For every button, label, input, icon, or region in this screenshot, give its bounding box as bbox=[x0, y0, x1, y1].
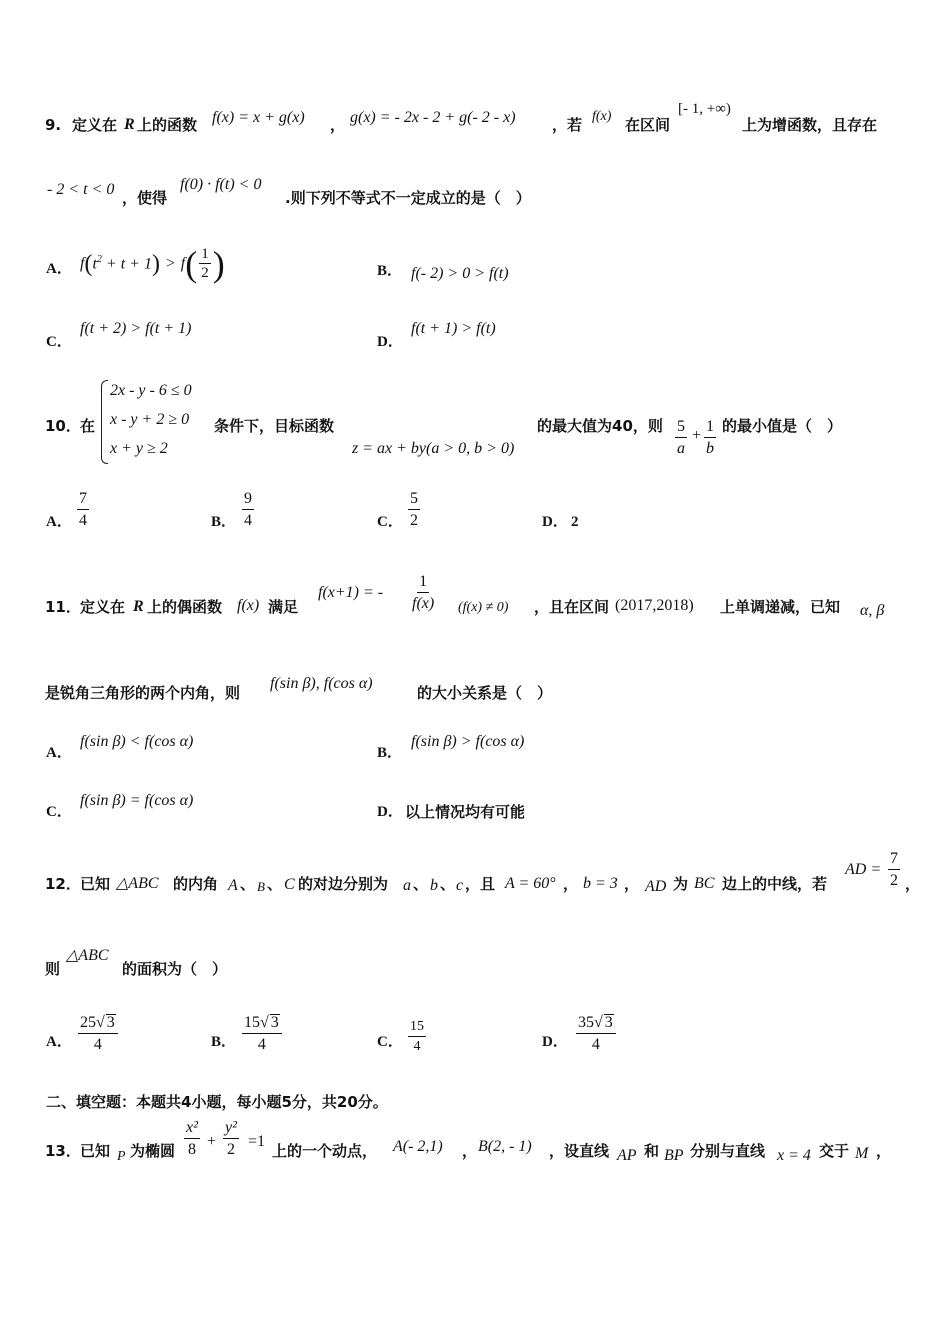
q10-frac-5-a: $\frac{5}{a}$ bbox=[677, 418, 685, 457]
q13-point-b: B(2, - 1) bbox=[478, 1138, 532, 1155]
q9-R: R bbox=[124, 116, 135, 133]
q9-text-4: 在区间 bbox=[625, 116, 671, 134]
q12-ad-eq: AD = bbox=[845, 861, 882, 878]
q12-sep-3: 、 bbox=[413, 875, 429, 893]
q13-comma-2: ， bbox=[876, 1142, 892, 1160]
q12-option-a-frac[interactable]: $\frac{25√ 3}{4}$ bbox=[78, 1014, 118, 1053]
q9-option-c-label[interactable]: C． bbox=[46, 334, 72, 350]
q9-text-6: ，使得 bbox=[122, 189, 168, 207]
q11-text-3: 满足 bbox=[268, 598, 299, 616]
q13-AP: AP bbox=[617, 1147, 637, 1164]
q11-text-2: 上的偶函数 bbox=[147, 598, 223, 616]
q9-option-c-expr[interactable]: f(t + 2) > f(t + 1) bbox=[80, 320, 192, 337]
q12-BC: BC bbox=[694, 875, 715, 892]
q11-relation-frac: $\frac{1}{f(x)}$ bbox=[412, 573, 435, 612]
q9-text-7: .则下列不等式不一定成立的是（ ） bbox=[285, 189, 531, 207]
q12-text-1: 已知 bbox=[80, 875, 111, 893]
q11-number: 11． bbox=[45, 598, 81, 616]
q11-text-1: 定义在 bbox=[80, 598, 126, 616]
q12-option-b-frac[interactable]: $\frac{15√ 3}{4}$ bbox=[242, 1014, 282, 1053]
q9-option-a-label[interactable]: A． bbox=[46, 261, 72, 277]
q10-option-a-label[interactable]: A． bbox=[46, 514, 72, 530]
q9-condition: - 2 < t < 0 bbox=[47, 181, 115, 198]
q10-objective: z = ax + by(a > 0, b > 0) bbox=[352, 440, 515, 457]
q13-line: x = 4 bbox=[777, 1147, 811, 1164]
q9-f-def: f(x) = x + g(x) bbox=[212, 109, 305, 126]
q13-text-6: 分别与直线 bbox=[690, 1142, 766, 1160]
q11-relation-left: f(x+1) = - bbox=[318, 584, 384, 601]
q13-M: M bbox=[855, 1145, 869, 1162]
q12-b-value: b = 3 bbox=[583, 875, 618, 892]
q10-option-c-frac[interactable]: $\frac{5}{2}$ bbox=[410, 490, 418, 529]
q9-text-5: 上为增函数，且存在 bbox=[742, 116, 878, 134]
q12-ad-frac: $\frac{7}{2}$ bbox=[890, 850, 898, 889]
q13-plus: + bbox=[207, 1133, 217, 1150]
q12-option-c-frac[interactable]: $\frac{15}{4}$ bbox=[410, 1019, 424, 1054]
q9-option-b-expr[interactable]: f(- 2) > 0 > f(t) bbox=[411, 265, 509, 282]
q9-option-d-label[interactable]: D． bbox=[377, 334, 403, 350]
q11-option-c-expr[interactable]: f(sin β) = f(cos α) bbox=[80, 792, 194, 809]
q12-comma-2: ， bbox=[624, 875, 640, 893]
q10-number: 10． bbox=[45, 417, 81, 435]
q11-option-a-label[interactable]: A． bbox=[46, 745, 72, 761]
q13-text-7: 交于 bbox=[819, 1142, 850, 1160]
q10-text-4: 的最小值是（ ） bbox=[722, 417, 843, 435]
q11-fx: f(x) bbox=[237, 597, 260, 614]
q13-P: P bbox=[117, 1149, 126, 1164]
q13-ellipse-x-frac: $\frac{\text{x²}}{8}$ bbox=[186, 1119, 198, 1158]
q12-option-d-frac[interactable]: $\frac{35√ 3}{4}$ bbox=[576, 1014, 616, 1053]
q11-pair: f(sin β), f(cos α) bbox=[270, 675, 373, 692]
q12-B: B bbox=[257, 879, 265, 894]
q12-option-d-label[interactable]: D． bbox=[542, 1034, 568, 1050]
q10-option-d-value[interactable]: 2 bbox=[571, 514, 579, 530]
q13-text-2: 为椭圆 bbox=[130, 1142, 176, 1160]
q11-text-4: ，且在区间 bbox=[534, 598, 610, 616]
q13-ellipse-y-frac: $\frac{\text{y²}}{2}$ bbox=[225, 1119, 237, 1158]
q13-comma-1: ， bbox=[462, 1142, 478, 1160]
q12-sep-1: 、 bbox=[240, 875, 256, 893]
q12-comma-1: ， bbox=[563, 875, 579, 893]
q12-text-8: 的面积为（ ） bbox=[122, 960, 228, 978]
q13-text-1: 已知 bbox=[80, 1142, 111, 1160]
q11-text-5: 上单调递减，已知 bbox=[720, 598, 841, 616]
q10-option-c-label[interactable]: C． bbox=[377, 514, 403, 530]
q9-product: f(0) · f(t) < 0 bbox=[180, 176, 262, 193]
q11-option-d-label[interactable]: D． bbox=[377, 804, 403, 820]
q10-constraint-1: 2x - y - 6 ≤ 0 bbox=[110, 382, 192, 399]
q10-constraint-3: x + y ≥ 2 bbox=[110, 440, 168, 457]
q9-option-a-expr[interactable]: f ( $t^2 + t + 1$ ) > f ( 1 2 ) bbox=[80, 244, 225, 284]
q9-g-def: g(x) = - 2x - 2 + g(- 2 - x) bbox=[350, 109, 516, 126]
q10-system-brace bbox=[101, 380, 108, 464]
q12-c: c bbox=[456, 877, 464, 894]
q11-text-6: 是锐角三角形的两个内角，则 bbox=[45, 684, 241, 702]
q12-text-4: ，且 bbox=[465, 875, 496, 893]
q10-frac-1-b: $\frac{1}{b}$ bbox=[706, 418, 714, 457]
q12-AD: AD bbox=[645, 878, 667, 895]
q11-text-7: 的大小关系是（ ） bbox=[417, 684, 553, 702]
q9-number: 9. bbox=[45, 116, 62, 134]
q11-option-c-label[interactable]: C． bbox=[46, 804, 72, 820]
q10-option-d-label[interactable]: D． bbox=[542, 514, 568, 530]
q12-text-7: 则 bbox=[45, 960, 61, 978]
q12-option-c-label[interactable]: C． bbox=[377, 1034, 403, 1050]
q11-option-d-text[interactable]: 以上情况均有可能 bbox=[405, 803, 526, 821]
q12-number: 12． bbox=[45, 875, 81, 893]
q13-BP: BP bbox=[664, 1147, 684, 1164]
q13-equals-1: =1 bbox=[248, 1133, 266, 1150]
q12-text-5: 为 bbox=[673, 875, 689, 893]
q10-option-b-frac[interactable]: $\frac{9}{4}$ bbox=[244, 490, 252, 529]
q9-option-b-label[interactable]: B． bbox=[377, 263, 403, 279]
q10-text-3: 的最大值为40，则 bbox=[537, 417, 663, 435]
q10-option-b-label[interactable]: B． bbox=[211, 514, 237, 530]
q10-text-1: 在 bbox=[80, 417, 96, 435]
q10-plus: + bbox=[692, 427, 702, 444]
q12-option-b-label[interactable]: B． bbox=[211, 1034, 237, 1050]
q9-text-1: 定义在 bbox=[72, 116, 118, 134]
q9-text-2: 上的函数 bbox=[137, 116, 198, 134]
q12-sep-4: 、 bbox=[440, 875, 456, 893]
q9-option-d-expr[interactable]: f(t + 1) > f(t) bbox=[411, 320, 496, 337]
q11-R: R bbox=[133, 598, 144, 615]
q12-text-3: 的对边分别为 bbox=[298, 875, 389, 893]
q11-option-b-expr[interactable]: f(sin β) > f(cos α) bbox=[411, 733, 525, 750]
q11-option-b-label[interactable]: B． bbox=[377, 745, 403, 761]
q12-text-6: 边上的中线，若 bbox=[722, 875, 828, 893]
q10-text-2: 条件下，目标函数 bbox=[214, 417, 335, 435]
q12-sep-2: 、 bbox=[267, 875, 283, 893]
q12-b: b bbox=[430, 877, 438, 894]
q12-triangle: △ABC bbox=[116, 875, 159, 892]
q13-text-5: 和 bbox=[644, 1142, 660, 1160]
q11-interval: (2017,2018) bbox=[615, 597, 694, 614]
q12-comma-3: ， bbox=[905, 875, 921, 893]
q9-interval: [- 1, +∞) bbox=[678, 101, 731, 117]
q9-comma: ， bbox=[330, 116, 346, 134]
q10-constraint-2: x - y + 2 ≥ 0 bbox=[110, 411, 190, 428]
q9-text-3: ，若 bbox=[552, 116, 583, 134]
q12-C: C bbox=[284, 876, 295, 893]
q12-a: a bbox=[403, 877, 411, 894]
q10-option-a-frac[interactable]: $\frac{7}{4}$ bbox=[79, 490, 87, 529]
q13-text-3: 上的一个动点， bbox=[272, 1142, 378, 1160]
q12-triangle-2: △ABC bbox=[66, 947, 109, 964]
q11-angles: α, β bbox=[860, 602, 885, 619]
q13-point-a: A(- 2,1) bbox=[393, 1138, 443, 1155]
q12-angle-a: A = 60° bbox=[505, 875, 556, 892]
q13-number: 13． bbox=[45, 1142, 81, 1160]
q12-text-2: 的内角 bbox=[173, 875, 219, 893]
section-2-heading: 二、填空题：本题共4小题，每小题5分，共20分。 bbox=[46, 1093, 388, 1111]
q12-A: A bbox=[228, 877, 238, 894]
q11-option-a-expr[interactable]: f(sin β) < f(cos α) bbox=[80, 733, 194, 750]
q11-relation-cond: (f(x) ≠ 0) bbox=[458, 600, 509, 615]
q12-option-a-label[interactable]: A． bbox=[46, 1034, 72, 1050]
q13-text-4: ，设直线 bbox=[549, 1142, 610, 1160]
q9-fx: f(x) bbox=[592, 109, 612, 124]
